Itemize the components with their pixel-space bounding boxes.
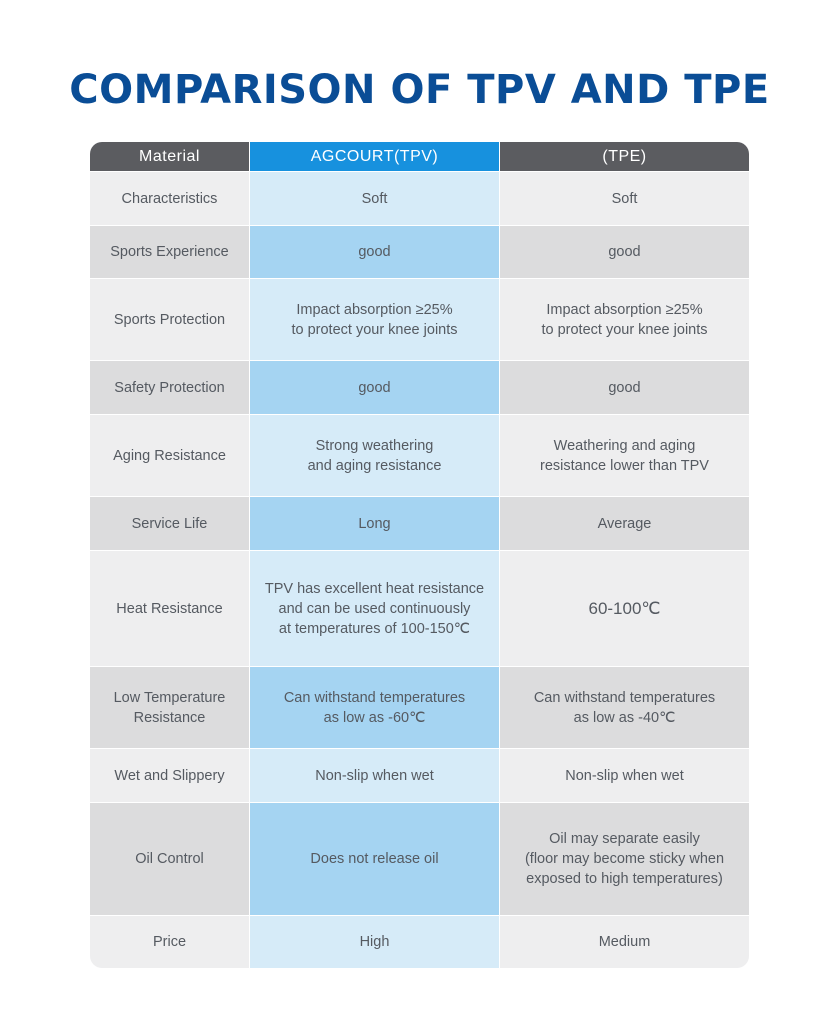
tpe-value: Weathering and aging resistance lower than TPV — [499, 415, 749, 496]
table-header-row — [90, 142, 749, 171]
row-label: Low Temperature Resistance — [90, 667, 249, 748]
row-label: Characteristics — [90, 172, 249, 225]
header-tpe: (TPE) — [499, 142, 749, 171]
tpe-value: Impact absorption ≥25% to protect your knee joints — [499, 279, 749, 360]
row-label: Price — [90, 916, 249, 968]
table-row — [90, 414, 749, 496]
tpe-value: good — [499, 226, 749, 278]
row-label: Oil Control — [90, 803, 249, 915]
tpe-value: Can withstand temperatures as low as -40℃ — [499, 667, 749, 748]
tpe-value: good — [499, 361, 749, 414]
table-row — [90, 802, 749, 915]
table-row — [90, 550, 749, 666]
tpv-value: High — [249, 916, 499, 968]
tpv-value: good — [249, 361, 499, 414]
row-label: Safety Protection — [90, 361, 249, 414]
tpe-value: Non-slip when wet — [499, 749, 749, 802]
table-row — [90, 278, 749, 360]
table-row — [90, 360, 749, 414]
tpv-value: Strong weathering and aging resistance — [249, 415, 499, 496]
comparison-table — [90, 142, 749, 968]
tpe-value: Oil may separate easily (floor may become sticky when exposed to high temperatures) — [499, 803, 749, 915]
tpv-value: Non-slip when wet — [249, 749, 499, 802]
tpv-value: TPV has excellent heat resistance and can be used continuously at temperatures of 100-150℃ — [249, 551, 499, 666]
table-row — [90, 748, 749, 802]
tpv-value: Impact absorption ≥25% to protect your knee joints — [249, 279, 499, 360]
table-row — [90, 666, 749, 748]
table-row — [90, 225, 749, 278]
tpv-value: Can withstand temperatures as low as -60℃ — [249, 667, 499, 748]
table-row — [90, 496, 749, 550]
row-label: Sports Experience — [90, 226, 249, 278]
tpv-value: Does not release oil — [249, 803, 499, 915]
row-label: Service Life — [90, 497, 249, 550]
table-row — [90, 171, 749, 225]
tpe-value: 60-100℃ — [499, 551, 749, 666]
page-title: COMPARISON OF TPV AND TPE — [69, 67, 770, 113]
row-label: Sports Protection — [90, 279, 249, 360]
table-row — [90, 915, 749, 968]
tpv-value: Long — [249, 497, 499, 550]
row-label: Heat Resistance — [90, 551, 249, 666]
tpe-value: Soft — [499, 172, 749, 225]
row-label: Aging Resistance — [90, 415, 249, 496]
tpe-value: Medium — [499, 916, 749, 968]
tpv-value: Soft — [249, 172, 499, 225]
header-tpv: AGCOURT(TPV) — [249, 142, 499, 171]
row-label: Wet and Slippery — [90, 749, 249, 802]
tpv-value: good — [249, 226, 499, 278]
tpe-value: Average — [499, 497, 749, 550]
header-material: Material — [90, 142, 249, 171]
